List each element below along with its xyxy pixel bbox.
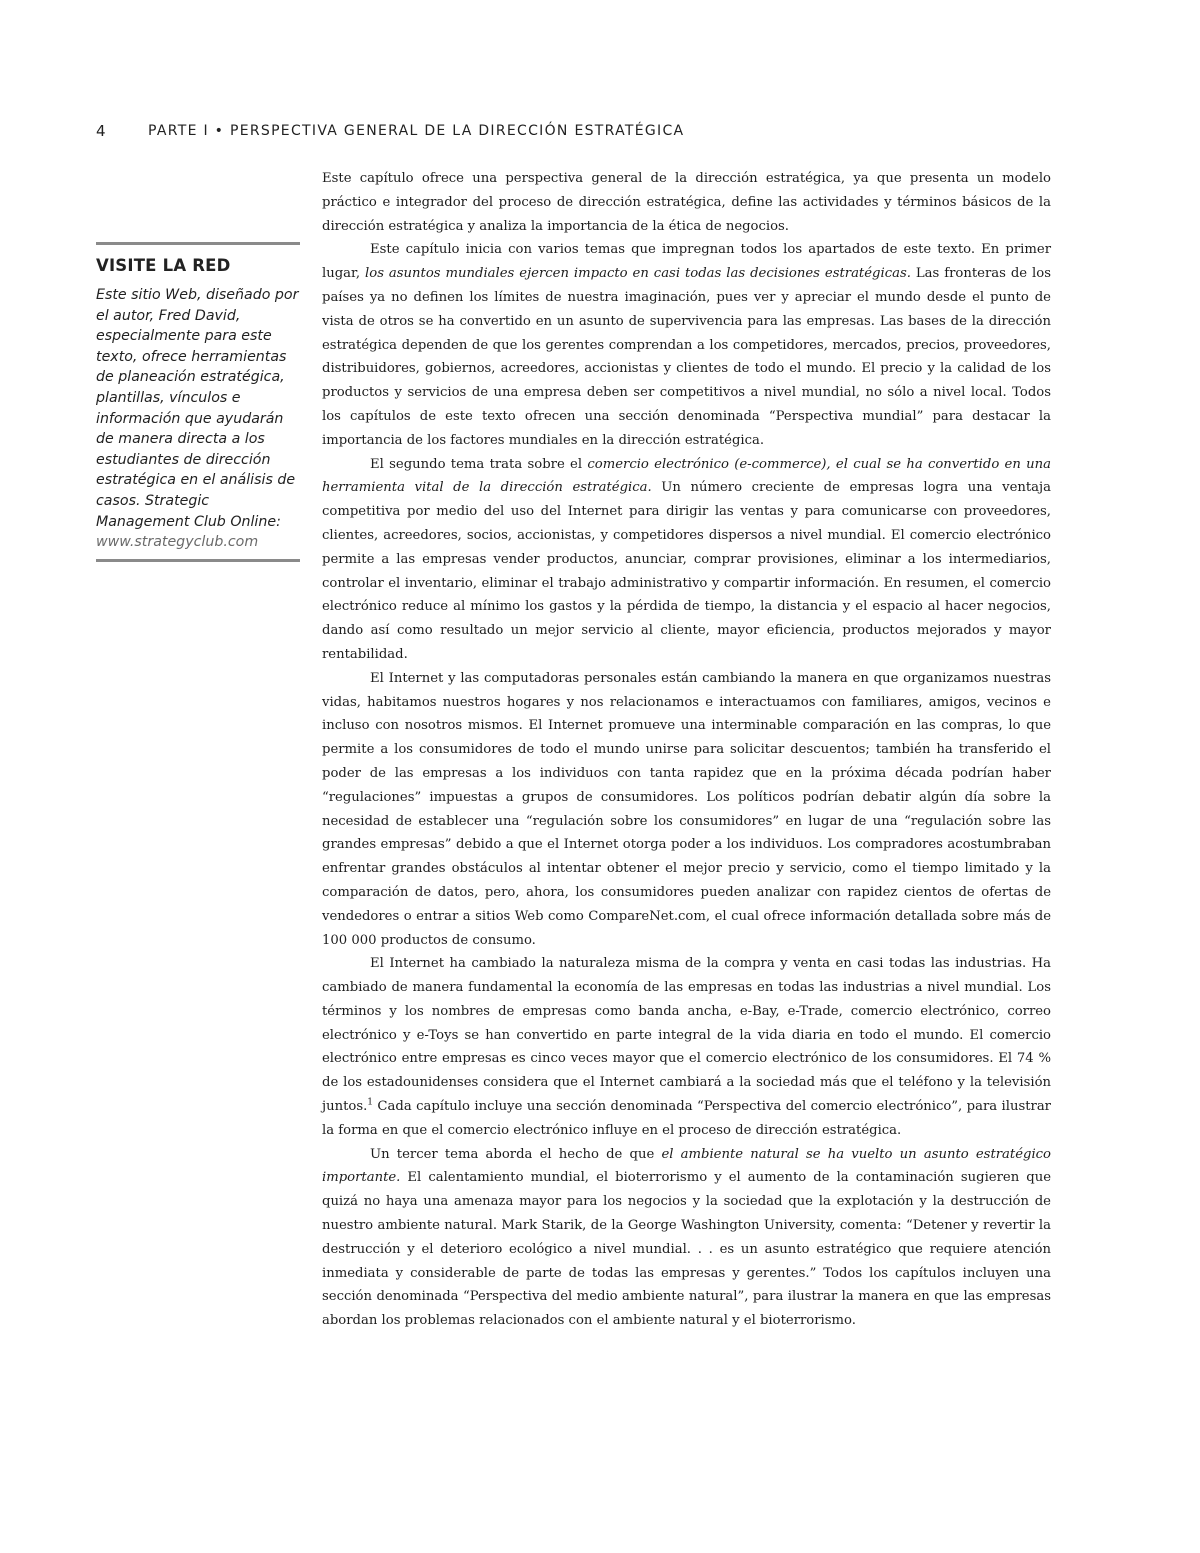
sidebar-box (96, 242, 300, 562)
paragraph-5-text-a: El Internet ha cambiado la naturaleza misma de la compra y venta en casi todas las industrias. Ha cambiado de manera fundamental la economía de las empresas en todas las industrias a nivel mundial. Los términos y los nombres de empresas como banda ancha, e-Bay, e-Trade, comercio electrónico, correo electrónico y e-Toys se han convertido en parte integral de la vida diaria en todo el mundo. El comercio electrónico entre empresas es cinco veces mayor que el comercio electrónico de los consumidores. El 74 % de los estadounidenses considera que el Internet cambiará a la sociedad más que el teléfono y la televisión juntos. (322, 956, 1051, 1115)
running-head: PARTE I • PERSPECTIVA GENERAL DE LA DIRECCIÓN ESTRATÉGICA (148, 123, 685, 139)
paragraph-6-text-b: El calentamiento mundial, el bioterrorismo y el aumento de la contaminación sugieren que quizá no haya una amenaza mayor para los negocios y la sociedad que la explotación y la destrucción de nuestro ambiente natural. Mark Starik, de la George Washington University, comenta: “Detener y revertir la destrucción y el deterioro ecológico a nivel mundial. . . es un asunto estratégico que requiere atención inmediata y considerable de parte de todas las empresas y gerentes.” Todos los capítulos incluyen una sección denominada “Perspectiva del medio ambiente natural”, para ilustrar la manera en que las empresas abordan los problemas relacionados con el ambiente natural y el bioterrorismo. (322, 1170, 1051, 1329)
paragraph-3-text-a: El segundo tema trata sobre el (370, 456, 588, 472)
sidebar-text (96, 285, 300, 553)
paragraph-5-text-b: Cada capítulo incluye una sección denominada “Perspectiva del comercio electrónico”, para ilustrar la forma en que el comercio electrónico influye en el proceso de dirección estratégica. (322, 1099, 1051, 1138)
sidebar-url-link[interactable]: www.strategyclub.com (96, 534, 259, 551)
paragraph-6-text-a: Un tercer tema aborda el hecho de que (370, 1146, 662, 1162)
footnote-reference: 1 (367, 1097, 374, 1108)
paragraph-3 (322, 453, 1051, 667)
sidebar-description: Este sitio Web, diseñado por el autor, Fred David, especialmente para este texto, ofrece herramientas de planeación estratégica, plantillas, vínculos e información que ayudarán de manera directa a los estudiantes de dirección estratégica en el análisis de casos. Strategic Management Club Online: (96, 287, 299, 530)
sidebar-title: VISITE LA RED (96, 256, 231, 275)
paragraph-2-text-a: Este capítulo inicia con varios temas que impregnan todos los apartados de este texto. En primer lugar, (322, 242, 1051, 282)
page-number: 4 (96, 122, 106, 140)
paragraph-6-emphasis: el ambiente natural se ha vuelto un asunto estratégico importante. (322, 1146, 1051, 1186)
paragraph-2-text-b: Las fronteras de los países ya no definen los límites de nuestra imaginación, pues ver y apreciar el mundo desde el punto de vista de otros se ha convertido en un asunto de supervivencia para las empresas. Las bases de la dirección estratégica dependen de que los gerentes comprendan a los competidores, mercados, precios, proveedores, distribuidores, gobiernos, acreedores, accionistas y clientes de todo el mundo. El precio y la calidad de los productos y servicios de una empresa deben ser competitivos a nivel mundial, no sólo a nivel local. Todos los capítulos de este texto ofrecen una sección denominada “Perspectiva mundial” para destacar la importancia de los factores mundiales en la dirección estratégica. (322, 266, 1051, 448)
paragraph-1: Este capítulo ofrece una perspectiva general de la dirección estratégica, ya que presenta un modelo práctico e integrador del proceso de dirección estratégica, define las actividades y términos básicos de la dirección estratégica y analiza la importancia de la ética de negocios. (322, 171, 1051, 234)
body-text (322, 167, 1051, 1333)
paragraph-4: El Internet y las computadoras personales están cambiando la manera en que organizamos nuestras vidas, habitamos nuestros hogares y nos relacionamos e interactuamos con familiares, amigos, vecinos e incluso con nosotros mismos. El Internet promueve una interminable comparación en las compras, lo que permite a los consumidores de todo el mundo unirse para solicitar descuentos; también ha transferido el poder de las empresas a los individuos con tanta rapidez que en la próxima década podrían haber “regulaciones” impuestas a grupos de consumidores. Los políticos podrían debatir algún día sobre la necesidad de establecer una “regulación sobre los consumidores” en lugar de una “regulación sobre las grandes empresas” debido a que el Internet otorga poder a los individuos. Los compradores acostumbraban enfrentar grandes obstáculos al intentar obtener el mejor precio y servicio, como el tiempo limitado y la comparación de datos, pero, ahora, los consumidores pueden analizar con rapidez cientos de ofertas de vendedores o entrar a sitios Web como CompareNet.com, el cual ofrece información detallada sobre más de 100 000 productos de consumo. (322, 670, 1051, 948)
paragraph-6 (322, 1143, 1051, 1333)
paragraph-5 (322, 952, 1051, 1142)
paragraph-2 (322, 238, 1051, 452)
paragraph-3-text-b: Un número creciente de empresas logra una ventaja competitiva por medio del uso del Internet para dirigir las ventas y para comunicarse con proveedores, clientes, acreedores, socios, accionistas, y competidores dispersos a nivel mundial. El comercio electrónico permite a las empresas vender productos, anunciar, comprar provisiones, eliminar a los intermediarios, controlar el inventario, eliminar el trabajo administrativo y compartir información. En resumen, el comercio electrónico reduce al mínimo los gastos y la pérdida de tiempo, la distancia y el espacio al hacer negocios, dando así como resultado un mejor servicio al cliente, mayor eficiencia, productos mejorados y mayor rentabilidad. (322, 480, 1051, 662)
paragraph-3-emphasis: comercio electrónico (e-commerce), el cual se ha convertido en una herramienta vital de la dirección estratégica. (322, 456, 1051, 496)
paragraph-2-emphasis: los asuntos mundiales ejercen impacto en casi todas las decisiones estratégicas. (365, 266, 911, 282)
